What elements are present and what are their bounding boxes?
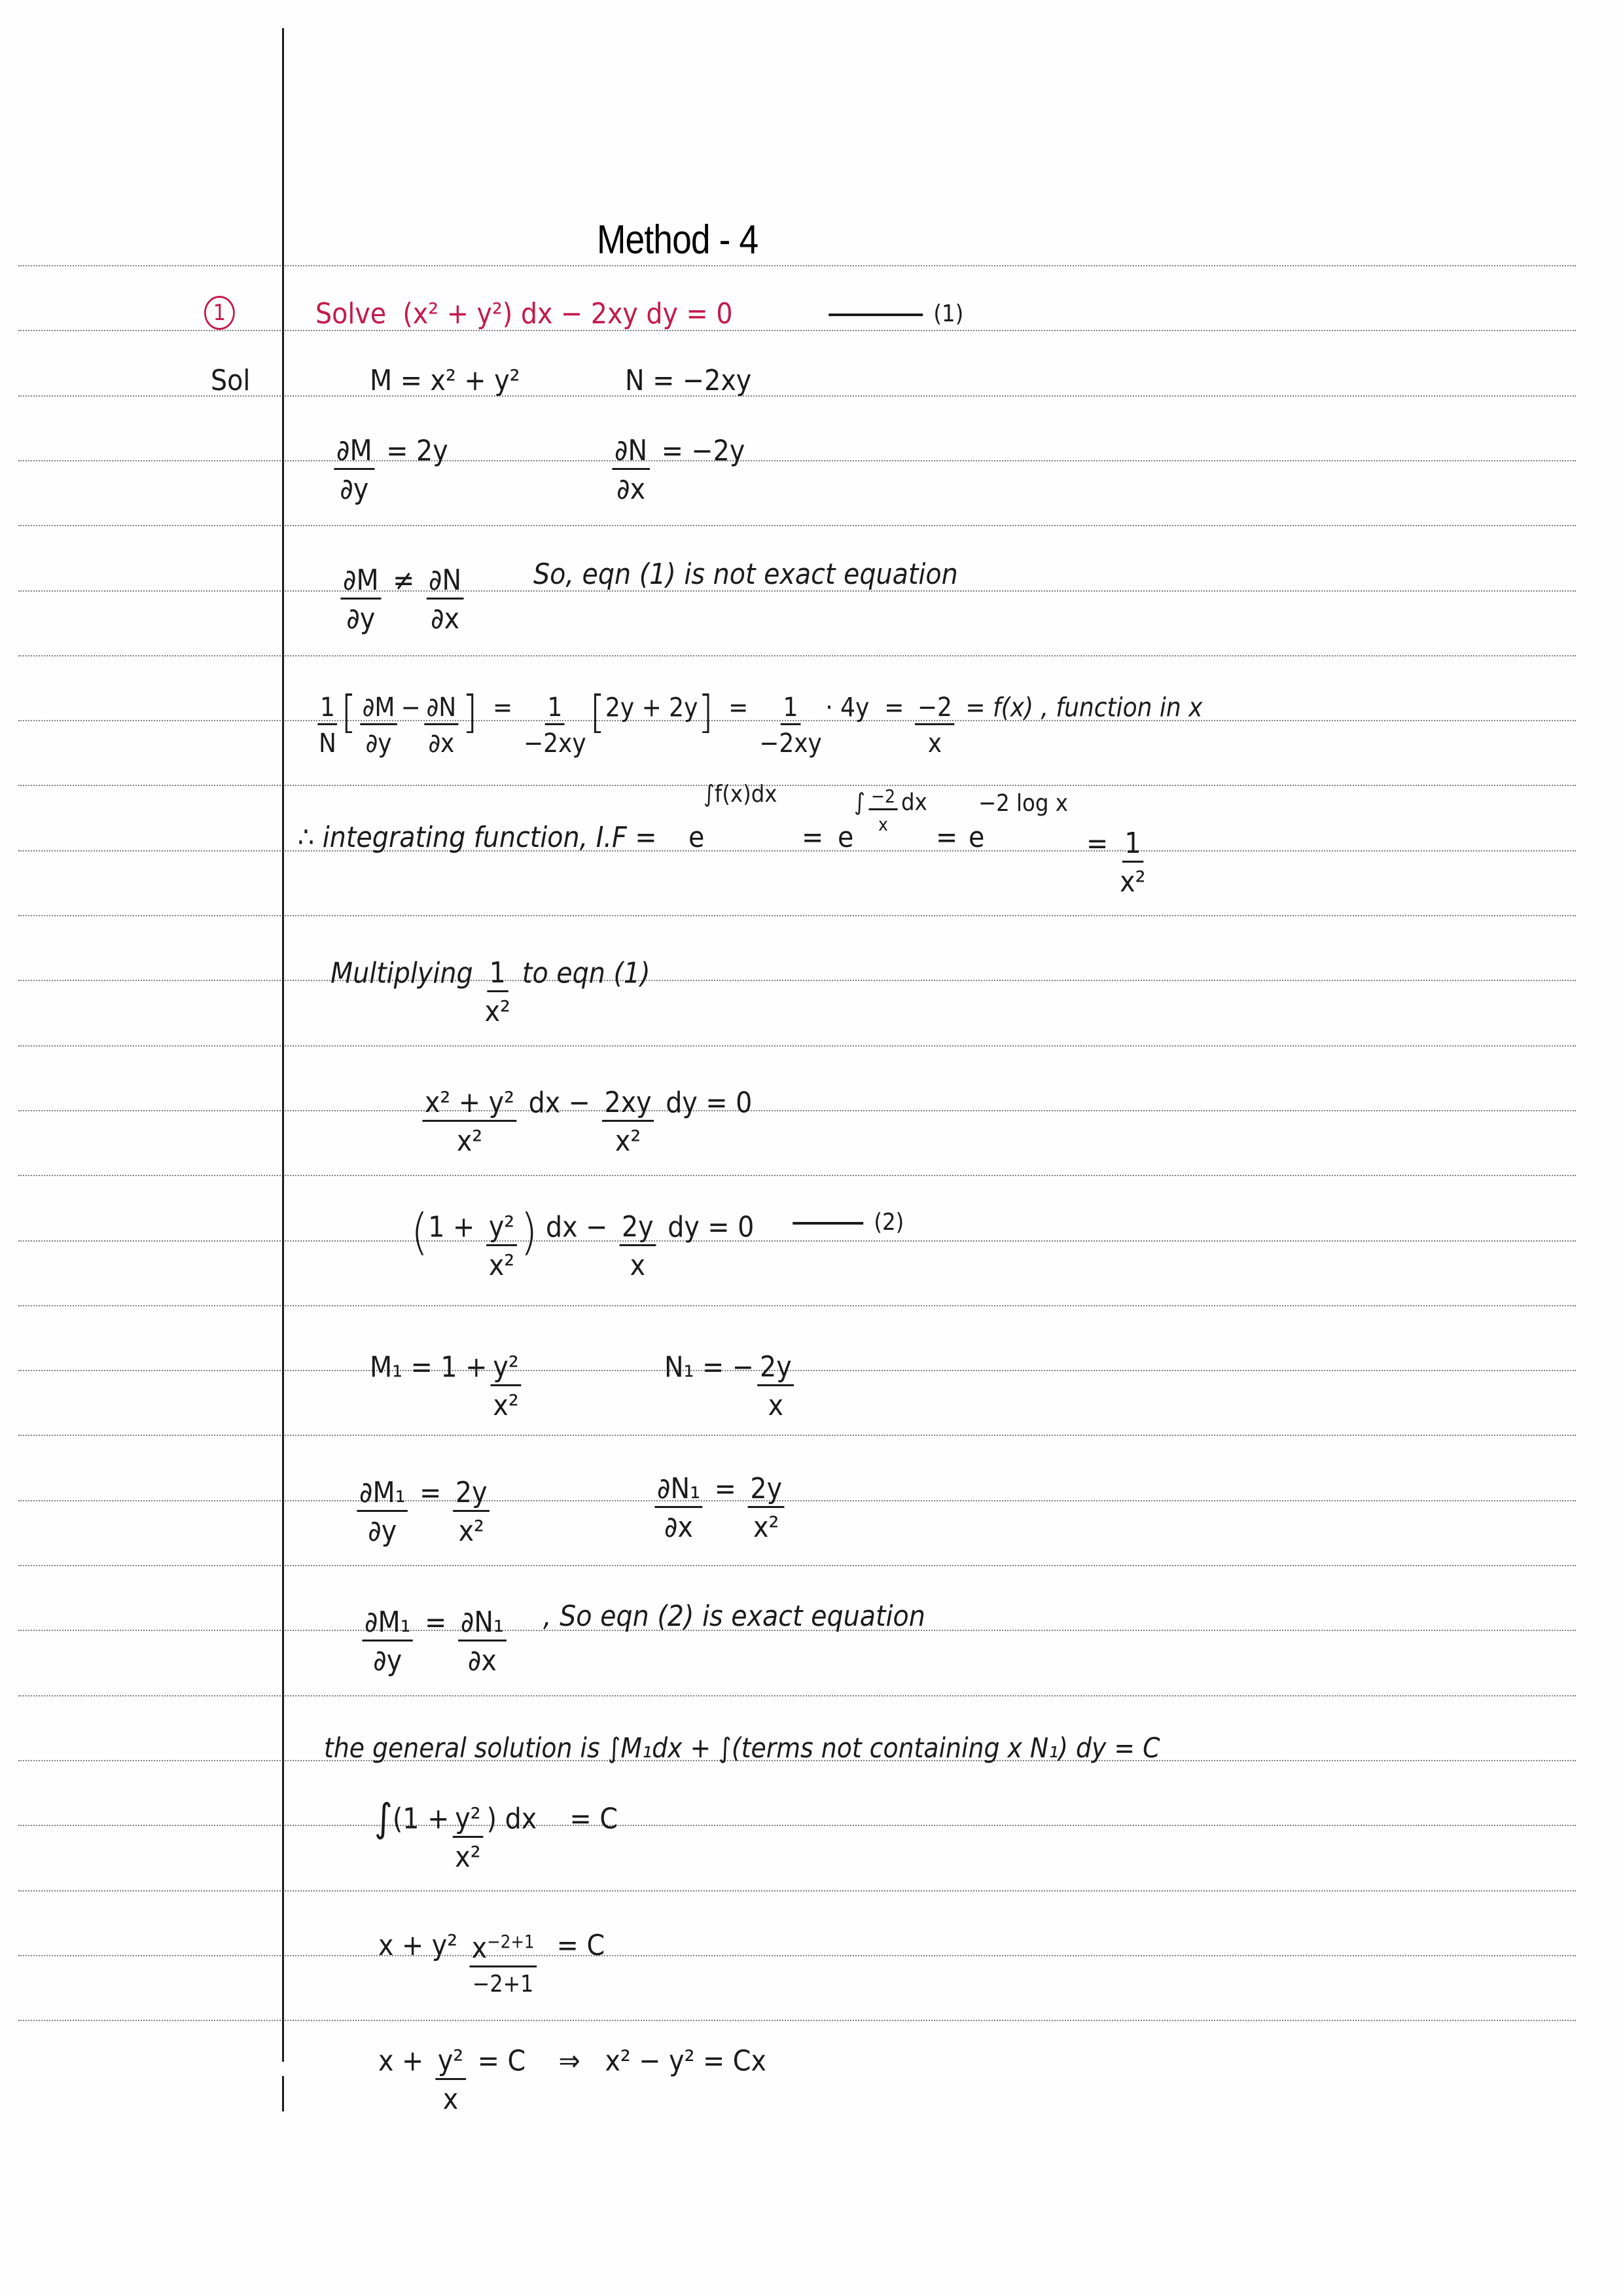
if-result: = $\frac{1}{\text{x²}}$	[1086, 827, 1146, 899]
denominator: x²	[615, 1124, 641, 1158]
denominator: ∂y	[340, 473, 369, 507]
fraction	[619, 1210, 656, 1283]
bracket-open: [	[340, 686, 357, 738]
text-before: Multiplying	[330, 956, 473, 990]
denominator: −2xy	[759, 728, 822, 759]
question-equation: (x² + y²) dx − 2xy dy = 0	[402, 297, 733, 331]
denominator: ∂y	[368, 1515, 397, 1549]
numerator: 2y	[757, 1353, 794, 1386]
fraction	[491, 1350, 522, 1423]
fraction	[453, 1476, 490, 1549]
ruled-line	[18, 1695, 1576, 1696]
numerator: 2y	[748, 1475, 785, 1508]
denominator: ∂x	[467, 1644, 497, 1678]
ruled-line	[18, 915, 1576, 916]
paren-close: )	[520, 1204, 538, 1261]
fraction	[486, 1210, 517, 1283]
fraction	[458, 1605, 506, 1678]
denominator: ∂y	[346, 602, 376, 636]
denominator: −2+1	[472, 1971, 534, 1998]
denominator: x²	[484, 995, 510, 1029]
question-number-badge	[204, 296, 235, 330]
rhs: = C	[569, 1802, 618, 1836]
circled-number-icon: 1	[204, 296, 235, 330]
fraction	[484, 956, 510, 1029]
ruled-line	[18, 655, 1576, 656]
integral-step	[374, 1787, 618, 1874]
dM1-dy-expression	[353, 1461, 493, 1549]
fraction	[1120, 829, 1145, 897]
ruled-line	[18, 1825, 1576, 1826]
denominator: x²	[1120, 865, 1146, 899]
fraction	[915, 694, 954, 757]
solution-label: Sol	[211, 364, 251, 397]
final-answer: x² − y² = Cx	[605, 2044, 766, 2078]
ruled-line	[18, 1110, 1576, 1111]
rhs: = C	[556, 1929, 605, 1963]
denominator: x²	[488, 1249, 515, 1283]
fraction	[757, 1350, 794, 1423]
denominator: x	[927, 728, 942, 759]
equals: =	[714, 1472, 736, 1506]
ruled-line	[18, 1175, 1576, 1176]
numerator: 1	[545, 694, 565, 725]
fraction	[469, 1931, 537, 1998]
m1-label: M₁ =	[370, 1350, 433, 1384]
page-title: Method - 4	[597, 217, 758, 262]
question-statement	[315, 297, 733, 331]
ruled-line	[18, 330, 1576, 331]
fraction	[362, 1605, 413, 1678]
base: x	[471, 1931, 488, 1965]
fx-test-expression: $\frac{1}{N}$ [ $\frac{\partial M}{\partial y}$ − $\frac{\partial N}{\partial x}$ ] = $\frac{1}{-2xy}$ [2y + 2y] = $\frac{1}{-2xy}$ · 4y = $\frac{-2}{x}$ = f(x) , function in x	[318, 686, 1203, 759]
lead: x + y²	[378, 1929, 458, 1963]
multiplier: · 4y	[825, 692, 870, 723]
numerator: 1	[781, 694, 800, 725]
fraction	[524, 694, 586, 757]
numerator: ∂N₁	[458, 1608, 506, 1641]
ruled-line	[18, 1045, 1576, 1047]
integrating-factor-label: ∴ integrating function, I.F =	[298, 821, 657, 854]
ruled-line	[18, 1240, 1576, 1242]
numerator: y²	[491, 1353, 522, 1386]
numerator: −2	[915, 694, 954, 725]
ruled-line	[18, 1565, 1576, 1566]
n1-label: N₁ =	[664, 1350, 724, 1384]
numerator: x² + y²	[422, 1088, 516, 1122]
numerator: ∂M	[340, 566, 381, 600]
bracket-close: ]	[462, 686, 478, 738]
numerator: y²	[453, 1804, 484, 1838]
fraction	[435, 2044, 466, 2117]
denominator: x	[442, 2083, 459, 2117]
numerator	[469, 1931, 537, 1967]
m1-lead: 1 +	[440, 1350, 488, 1384]
fraction	[357, 1476, 408, 1549]
numerator: ∂M	[360, 694, 397, 725]
final-step	[378, 2029, 766, 2117]
equation-tag-label: (1)	[933, 300, 964, 327]
numerator: −2	[868, 787, 897, 810]
numerator: ∂M	[334, 437, 374, 470]
fraction	[453, 1804, 484, 1872]
equation-tag-label: (2)	[874, 1209, 904, 1236]
denominator: ∂y	[365, 728, 392, 759]
if-equals-1: =	[802, 821, 824, 854]
denominator: ∂y	[373, 1644, 402, 1678]
ruled-line	[18, 460, 1576, 461]
numerator: 1	[487, 959, 508, 992]
bracket-open: [	[590, 686, 605, 738]
lead: x +	[378, 2044, 424, 2078]
exact-statement: , So eqn (2) is exact equation	[543, 1600, 925, 1633]
denominator: x	[768, 1389, 784, 1423]
denominator: x²	[753, 1511, 779, 1545]
question-prefix: Solve	[315, 297, 387, 331]
denominator: ∂x	[431, 602, 460, 636]
exact-comparison	[359, 1590, 510, 1678]
numerator: 1	[317, 694, 337, 725]
if-e3: e	[969, 821, 985, 854]
numerator: ∂M₁	[357, 1479, 408, 1512]
m1-definition	[370, 1335, 525, 1423]
denominator: x²	[458, 1515, 484, 1549]
fraction	[759, 694, 822, 757]
ruled-line	[18, 1890, 1576, 1892]
m-definition: M = x² + y²	[370, 364, 520, 397]
one-plus: 1 +	[428, 1210, 475, 1244]
equation-tag-2	[782, 1211, 904, 1234]
denominator: −2xy	[523, 728, 586, 759]
multiplied-equation	[419, 1071, 753, 1158]
margin-line	[282, 28, 284, 2062]
general-solution-formula: the general solution is ∫M₁dx + ∫(terms not containing x N₁) dy = C	[324, 1732, 1160, 1764]
numerator: y²	[486, 1213, 517, 1246]
numerator: ∂N₁	[654, 1475, 702, 1508]
equation-tag-1	[818, 302, 963, 326]
dash-leader	[829, 314, 923, 316]
fraction	[426, 566, 463, 634]
if-e3-exponent: −2 log x	[978, 790, 1068, 817]
m-value: x² + y²	[430, 364, 520, 397]
value: 2y	[416, 434, 448, 468]
n-label: N	[625, 364, 645, 397]
ruled-line	[18, 395, 1576, 397]
numerator: 2xy	[602, 1088, 654, 1122]
not-exact-statement: So, eqn (1) is not exact equation	[533, 558, 958, 591]
implies-arrow-icon: ⇒	[558, 2044, 580, 2078]
bracket-content: 2y + 2y	[605, 692, 698, 723]
ruled-line	[18, 1435, 1576, 1436]
fraction	[654, 1472, 702, 1545]
margin-line-tail	[282, 2076, 284, 2111]
term-tail: dy = 0	[668, 1210, 755, 1244]
equation-2	[411, 1195, 755, 1283]
paren-open: (	[411, 1204, 429, 1261]
n1-definition	[664, 1335, 798, 1423]
dash-leader	[793, 1222, 863, 1225]
relation: ≠	[393, 564, 415, 598]
numerator: 2y	[453, 1479, 490, 1512]
ruled-line	[18, 525, 1576, 526]
term-tail: dx −	[546, 1210, 608, 1244]
denominator: x²	[455, 1840, 481, 1874]
numerator: 2y	[619, 1213, 656, 1246]
denominator: x	[630, 1249, 646, 1283]
denominator: ∂x	[664, 1511, 693, 1545]
dx: dx	[901, 789, 927, 816]
numerator: y²	[435, 2047, 466, 2080]
ruled-line	[18, 1305, 1576, 1306]
bracket-close: ]	[698, 686, 714, 738]
fraction	[602, 1088, 654, 1156]
ruled-line	[18, 265, 1576, 266]
denominator: x²	[493, 1389, 519, 1423]
fraction	[424, 694, 459, 757]
m-label: M	[370, 364, 393, 397]
numerator: ∂N	[426, 566, 463, 600]
multiply-statement	[330, 941, 651, 1029]
ruled-line	[18, 2020, 1576, 2021]
denominator: ∂x	[616, 473, 646, 507]
value: −2y	[691, 434, 745, 468]
not-exact-comparison	[337, 548, 467, 636]
denominator: x	[878, 814, 888, 836]
ruled-line	[18, 1500, 1576, 1501]
fraction	[612, 434, 649, 507]
text-after: to eqn (1)	[522, 956, 651, 990]
integral-sign: ∫	[374, 1796, 393, 1842]
close: ) dx	[486, 1802, 537, 1836]
fraction	[748, 1472, 785, 1545]
equals: =	[419, 1476, 442, 1510]
fx-result: = f(x) , function in x	[965, 692, 1203, 723]
denominator: ∂x	[428, 728, 455, 759]
dN1-dx-expression	[651, 1457, 788, 1545]
exponent: −2+1	[487, 1932, 535, 1953]
fraction	[360, 694, 397, 757]
dN-dx-expression: $\frac{\partial N}{\partial x}$ = −2y	[609, 419, 745, 486]
relation: =	[425, 1605, 447, 1640]
fraction	[340, 566, 381, 634]
if-e2-exponent	[854, 780, 927, 836]
n-value: −2xy	[682, 364, 752, 397]
if-e1: e	[688, 821, 705, 854]
denominator: N	[318, 728, 336, 759]
term-tail: dx −	[528, 1086, 590, 1120]
if-e2: e	[838, 821, 854, 854]
numerator: ∂M₁	[362, 1608, 413, 1641]
numerator: ∂N	[424, 694, 459, 725]
n-definition: N = −2xy	[625, 364, 752, 397]
if-equals-2: =	[936, 821, 958, 854]
ruled-line	[18, 980, 1576, 981]
ruled-line	[18, 850, 1576, 852]
fraction	[334, 434, 374, 507]
rhs: = C	[477, 2044, 526, 2078]
n1-lead: −	[732, 1350, 755, 1384]
fraction	[868, 787, 897, 834]
dM-dy-expression: $\frac{\partial M}{\partial y}$ = 2y	[330, 419, 448, 486]
power-rule-step	[378, 1916, 605, 1998]
fraction	[317, 694, 337, 757]
ruled-line	[18, 1955, 1576, 1956]
ruled-line	[18, 785, 1576, 786]
numerator: 1	[1122, 829, 1143, 863]
term-tail: dy = 0	[666, 1086, 753, 1120]
numerator: ∂N	[612, 437, 649, 470]
denominator: x²	[456, 1124, 483, 1158]
fraction	[422, 1088, 516, 1156]
if-e1-exponent: ∫f(x)dx	[704, 781, 777, 808]
integral-sign: ∫	[854, 789, 865, 816]
open: (1 +	[392, 1802, 450, 1836]
